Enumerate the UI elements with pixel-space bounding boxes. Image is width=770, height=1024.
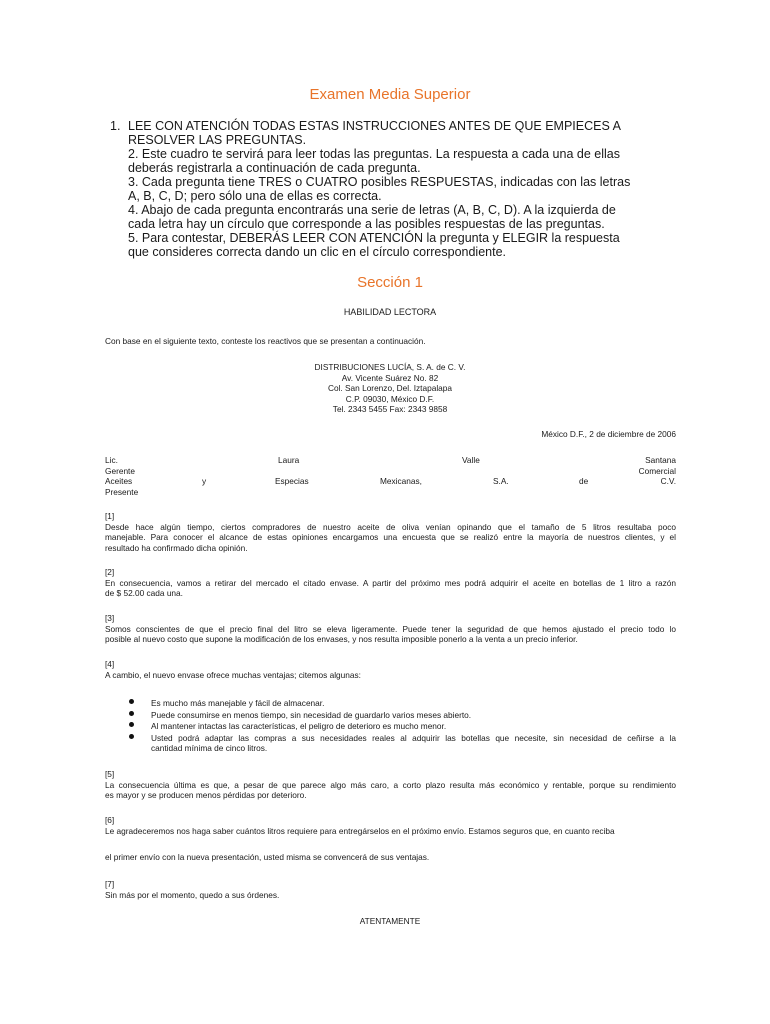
paragraph: [105, 567, 676, 599]
paragraph-line: manejable. Para conocer el alcance de estas opiniones encargamos una encuesta que se realizó entre la mayoría de nuestros clientes, y el: [105, 532, 676, 543]
addressee-word: S.A.: [493, 476, 509, 487]
addressee-word: Gerente: [105, 465, 135, 476]
paragraph-number: [6]: [105, 815, 115, 825]
addressee-word: y: [202, 476, 207, 487]
paragraph-line: Somos conscientes de que el precio final del litro se eleva ligeramente. Puede tener la seguridad de que hemos ajustado el precio todo lo: [105, 623, 676, 634]
paragraph-line: Sin más por el momento, quedo a sus órdenes.: [105, 889, 280, 900]
paragraph-line: el primer envío con la nueva presentación, usted misma se convencerá de sus ventajas.: [105, 852, 430, 862]
paragraph-number: [4]: [105, 659, 115, 669]
paragraph-line: resultado ha confirmado dicha opinión.: [105, 542, 248, 553]
addressee-word: Laura: [278, 455, 300, 465]
paragraph-number: [1]: [105, 511, 115, 521]
paragraph-number: [3]: [105, 613, 115, 623]
paragraph: [105, 613, 676, 645]
list-item-text: Usted podrá adaptar las compras a sus necesidades reales al adquirir las botellas que necesite, sin necesidad de ceñirse a la: [151, 732, 676, 743]
letterhead-line: Tel. 2343 5455 Fax: 2343 9858: [332, 404, 448, 415]
instruction-number: 1.: [110, 119, 121, 133]
paragraph-line: es mayor y se producen menos pérdidas por deterioro.: [105, 790, 307, 801]
addressee-word: C.V.: [660, 476, 676, 487]
addressee-word: Presente: [105, 486, 139, 497]
instruction-line: que consideres correcta dando un clic en el círculo correspondiente.: [128, 245, 506, 259]
paragraph-number: [7]: [105, 879, 115, 889]
list-item-text: Es mucho más manejable y fácil de almacenar.: [151, 698, 325, 708]
list-item: [151, 698, 676, 709]
letterhead-line: Av. Vicente Suárez No. 82: [341, 372, 439, 383]
instruction-line: 5. Para contestar, DEBERÁS LEER CON ATENCIÓN la pregunta y ELEGIR la respuesta: [128, 231, 620, 245]
addressee-word: de: [579, 476, 589, 487]
letter-date: México D.F., 2 de diciembre de 2006: [541, 429, 676, 439]
addressee-block: [105, 455, 676, 497]
instruction-line: 2. Este cuadro te servirá para leer todas las preguntas. La respuesta a cada una de ellas: [128, 147, 620, 161]
instruction-line: cada letra hay un círculo que corresponde a las posibles respuestas de las preguntas.: [128, 217, 605, 231]
paragraph-number: [5]: [105, 769, 115, 779]
list-item-text: Puede consumirse en menos tiempo, sin necesidad de guardarlo varios meses abierto.: [151, 709, 472, 720]
list-item: [151, 721, 676, 732]
addressee-word: Valle: [462, 455, 480, 465]
letterhead: [0, 362, 770, 415]
list-item-text: Al mantener intactas las características, el peligro de deterioro es mucho menor.: [151, 721, 447, 732]
advantages-list: [151, 698, 676, 754]
addressee-word: Lic.: [105, 455, 118, 465]
bullet-icon: [129, 734, 134, 739]
instruction-line: 4. Abajo de cada pregunta encontrarás una serie de letras (A, B, C, D). A la izquierda de: [128, 203, 616, 217]
paragraph-line: de $ 52.00 cada una.: [105, 588, 183, 599]
instruction-line: A, B, C, D; pero sólo una de ellas es correcta.: [128, 189, 382, 203]
bullet-icon: [129, 699, 134, 704]
addressee-word: Mexicanas,: [380, 476, 422, 487]
paragraph-number: [2]: [105, 567, 115, 577]
list-item: [151, 733, 676, 754]
paragraph-line: La consecuencia última es que, a pesar de que parece algo más caro, a corto plazo resulta más económico y rentable, porque su rendimiento: [105, 779, 676, 790]
letterhead-line: C.P. 09030, México D.F.: [345, 393, 435, 404]
addressee-word: Comercial: [638, 465, 676, 476]
section-title: Sección 1: [357, 274, 423, 291]
paragraph: [105, 879, 676, 900]
exam-title: Examen Media Superior: [309, 86, 471, 103]
addressee-word: Aceites: [105, 476, 133, 487]
instruction-line: 3. Cada pregunta tiene TRES o CUATRO posibles RESPUESTAS, indicadas con las letras: [128, 175, 631, 189]
paragraph: [105, 659, 676, 680]
paragraph: [105, 511, 676, 553]
closing: ATENTAMENTE: [359, 916, 421, 926]
instruction-line: LEE CON ATENCIÓN TODAS ESTAS INSTRUCCIONES ANTES DE QUE EMPIECES A: [128, 119, 621, 133]
intro-text: Con base en el siguiente texto, conteste los reactivos que se presentan a continuación.: [105, 336, 426, 346]
list-item: [151, 710, 676, 721]
paragraph-line: posible al nuevo costo que supone la modificación de los envases, y nos resulta imposible ponerlo a la venta a un precio inferior.: [105, 634, 578, 645]
letterhead-line: DISTRIBUCIONES LUCÍA, S. A. de C. V.: [314, 362, 466, 372]
paragraph-line: Desde hace algún tiempo, ciertos compradores de nuestro aceite de oliva venían opinando que el tamaño de 5 litros resultaba poco: [105, 521, 676, 532]
paragraph-line: Le agradeceremos nos haga saber cuántos litros requiere para entregárselos en el próximo envío. Estamos seguros que, en cuanto reciba: [105, 825, 615, 836]
paragraph: [105, 769, 676, 801]
instruction-line: RESOLVER LAS PREGUNTAS.: [128, 133, 307, 147]
paragraph: [105, 815, 676, 836]
bullet-icon: [129, 722, 134, 727]
list-item-text: cantidad mínima de cinco litros.: [151, 743, 268, 754]
instructions-list: [110, 119, 688, 259]
addressee-word: Santana: [645, 455, 676, 465]
addressee-word: Especias: [275, 476, 309, 487]
bullet-icon: [129, 711, 134, 716]
subsection-title: HABILIDAD LECTORA: [343, 307, 437, 317]
paragraph-line: En consecuencia, vamos a retirar del mercado el citado envase. A partir del próximo mes podrá adquirir el aceite en botellas de 1 litro a razón: [105, 577, 676, 588]
letterhead-line: Col. San Lorenzo, Del. Iztapalapa: [327, 383, 453, 394]
paragraph-line: A cambio, el nuevo envase ofrece muchas ventajas; citemos algunas:: [105, 669, 361, 680]
instruction-line: deberás registrarla a continuación de cada pregunta.: [128, 161, 421, 175]
